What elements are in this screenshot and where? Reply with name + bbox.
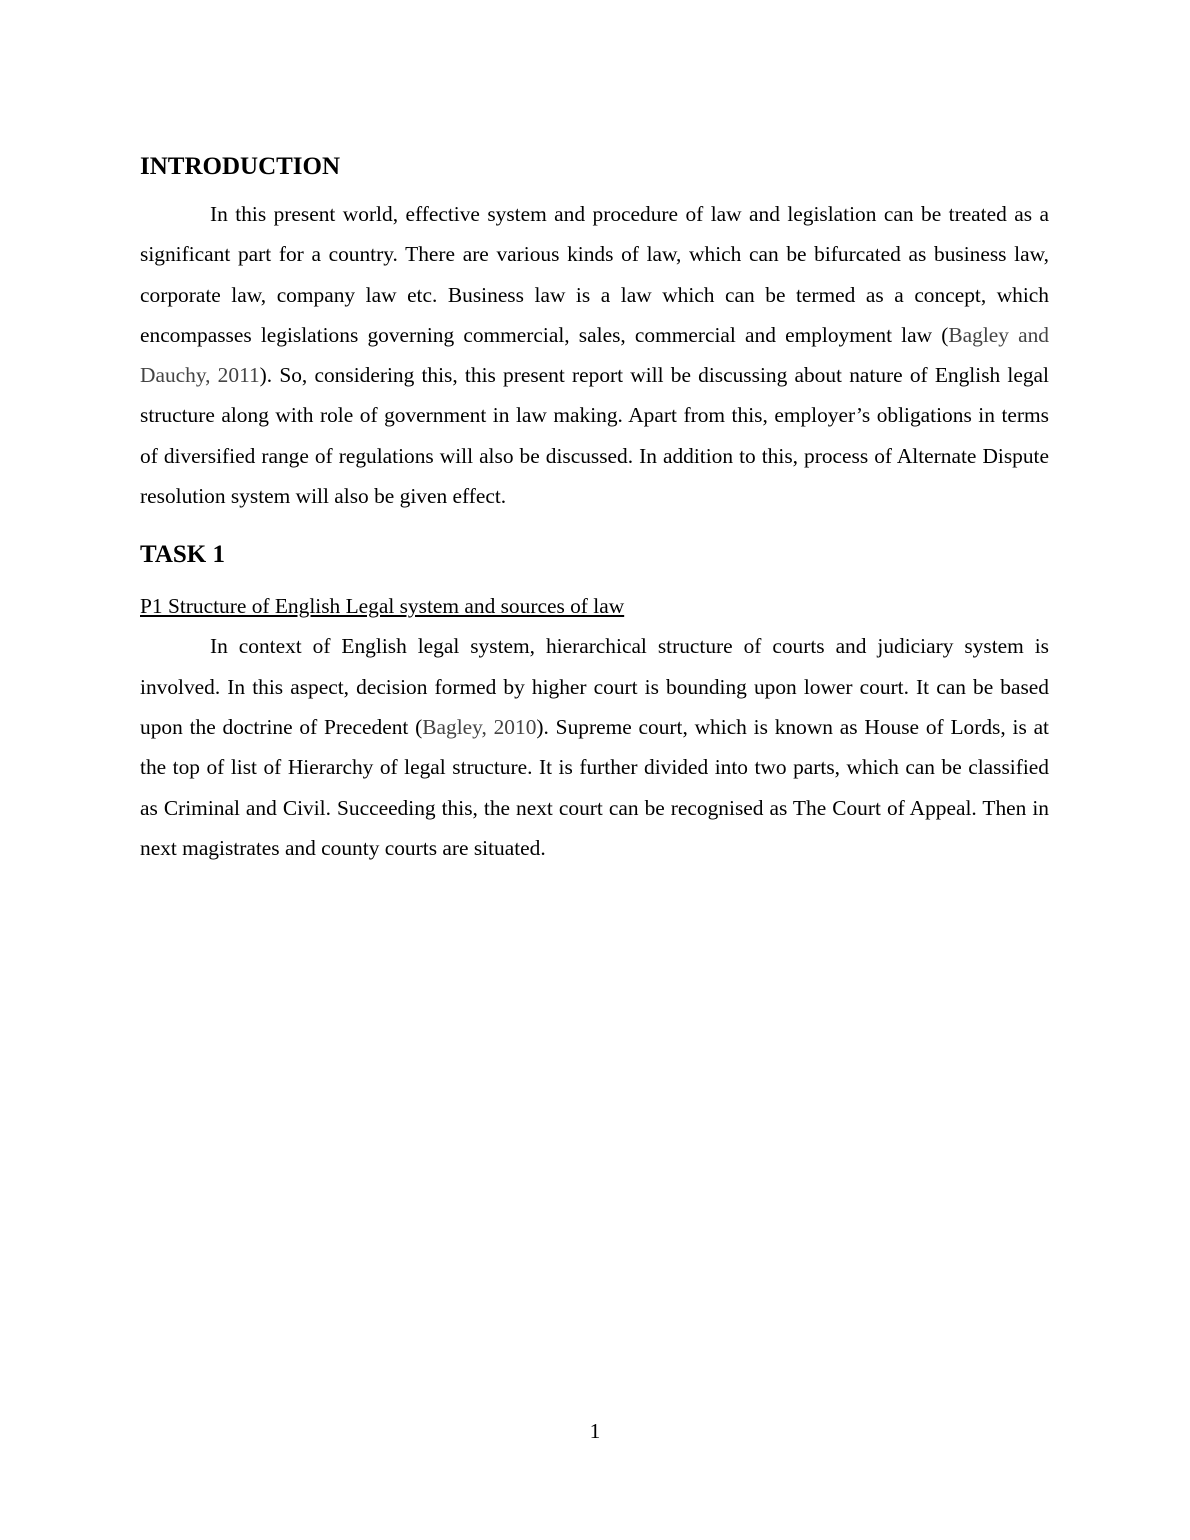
page-number: 1 <box>589 1419 601 1443</box>
task1-subheading: P1 Structure of English Legal system and sources of law <box>140 594 625 619</box>
task1-text-end: ). Supreme court, which is known as House of Lords, is at the top of list of Hierarchy of legal structure. It is further divided into two parts, which can be classified as Criminal and Civil. Succeeding this, the next court can be recognised as The Court of Appeal. Then in next magistrates and county courts are situated. <box>140 714 1050 860</box>
task1-paragraph <box>140 626 1049 868</box>
task1-heading: TASK 1 <box>140 541 225 569</box>
task1-text-start: In context of English legal system, hierarchical structure of courts and judiciary system is involved. In this aspect, decision formed by higher court is bounding upon lower court. It can be based upon the doctrine of Precedent ( <box>140 634 1049 739</box>
page-content <box>140 150 1049 868</box>
introduction-heading: INTRODUCTION <box>140 153 341 180</box>
introduction-paragraph <box>140 194 1049 516</box>
introduction-text-start: In this present world, effective system and procedure of law and legislation can be treated as a significant part for a country. There are various kinds of law, which can be bifurcated as business law, corporate law, company law etc. Business law is a law which can be termed as a concept, which encompasses legislations governing commercial, sales, commercial and employment law ( <box>140 202 1049 347</box>
citation-bagley: Bagley, 2010 <box>422 714 537 739</box>
introduction-text-end: ). So, considering this, this present report will be discussing about nature of English legal structure along with role of government in law making. Apart from this, employer’s obligations in terms of diversified range of regulations will also be discussed. In addition to this, process of Alternate Dispute resolution system will also be given effect. <box>140 363 1049 509</box>
citation-bagley-dauchy: Bagley and Dauchy, 2011 <box>140 322 1049 388</box>
